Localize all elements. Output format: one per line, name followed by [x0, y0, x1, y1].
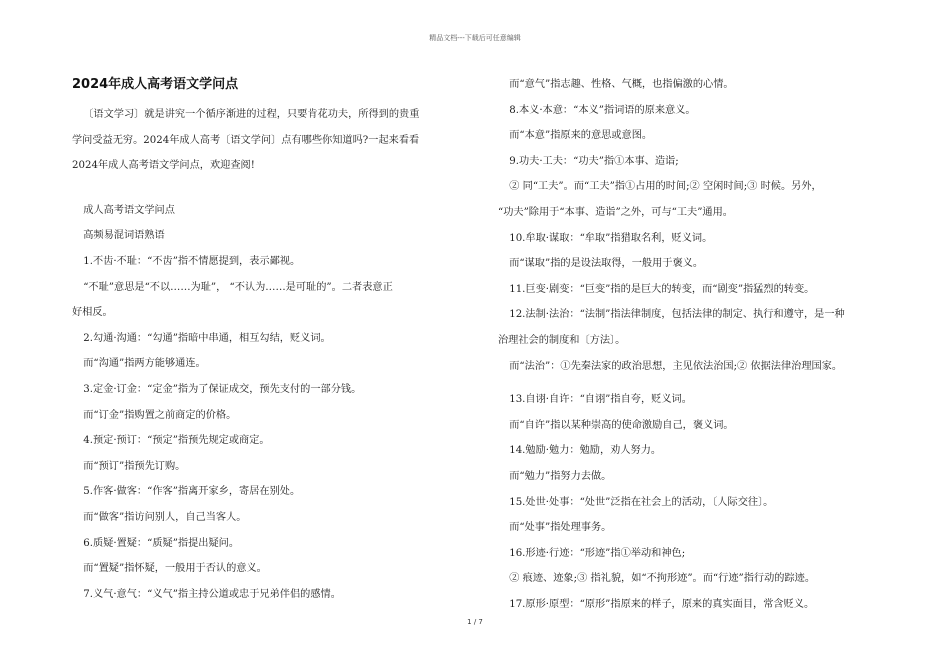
entry-line: 15.处世·处事：“处世”泛指在社会上的活动，〔人际交往〕。	[509, 496, 774, 508]
page-header: 精品文档---下载后可任意编辑	[429, 34, 521, 42]
entry-line: 而“法治”：①先秦法家的政治思想，主见依法治国;② 依据法律治理国家。	[509, 360, 843, 372]
section-heading: 成人高考语文学问点	[83, 204, 175, 216]
entry-line: 4.预定·预订：“预定”指预先规定或商定。	[83, 435, 270, 447]
intro-line: 学问受益无穷。2024年成人高考〔语文学问〕点有哪些你知道吗?一起来看看	[72, 134, 420, 146]
left-column	[72, 70, 454, 607]
spacer	[72, 179, 454, 198]
entry-line: 7.义气·意气：“义气”指主持公道或忠于兄弟伴侣的感情。	[83, 588, 341, 600]
document-title: 2024年成人高考语文学问点	[72, 77, 239, 92]
entry-line: 而“置疑”指怀疑，一般用于否认的意义。	[83, 563, 267, 575]
entry-line: 而“本意”指原来的意思或意图。	[509, 130, 653, 142]
entry-line: 而“订金”指购置之前商定的价格。	[83, 409, 237, 421]
entry-line: 13.自诩·自许：“自诩”指自夸，贬义词。	[509, 394, 692, 406]
entry-line: 治理社会的制度和〔方法〕。	[498, 334, 626, 346]
entry-line: 而“勉力”指努力去做。	[509, 470, 612, 482]
entry-line: 5.作客·做客：“作客”指离开家乡，寄居在别处。	[83, 486, 301, 498]
entry-line: 12.法制·法治：“法制”指法律制度，包括法律的制定、执行和遵守，是一种	[509, 309, 845, 321]
entry-line: 6.质疑·置疑：“质疑”指提出疑问。	[83, 537, 240, 549]
entry-line: 8.本义·本意：“本义”指词语的原来意义。	[509, 104, 696, 116]
subsection-heading: 高频易混词语熟语	[83, 230, 165, 242]
entry-line: 而“预订”指预先订购。	[83, 460, 186, 472]
entry-line: ② 痕迹、迹象;③ 指礼貌，如“不拘形迹”。而“行迹”指行动的踪迹。	[509, 573, 816, 585]
entry-line: 而“沟通”指两方能够通连。	[83, 358, 206, 370]
entry-line: 14.勉励·勉力：勉励，劝人努力。	[509, 445, 662, 457]
entry-line: 10.牟取·谋取：“牟取”指猎取名利，贬义词。	[509, 232, 713, 244]
spacer	[498, 379, 880, 387]
entry-line: 而“处事”指处理事务。	[509, 522, 612, 534]
entry-line: ② 同“工夫”。而“工夫”指①占用的时间;② 空闲时间;③ 时候。另外，	[509, 181, 822, 193]
entry-line: 11.巨变·剧变：“巨变”指的是巨大的转变，而“剧变”指猛烈的转变。	[509, 283, 815, 295]
entry-line: 9.功夫·工夫：“功夫”指①本事、造诣;	[509, 155, 679, 167]
page-number: 1 / 7	[467, 618, 483, 626]
entry-line: 1.不齿·不耻：“不齿”指不情愿提到，表示鄙视。	[83, 255, 301, 267]
entry-line: 而“自许”指以某种崇高的使命激励自己，褒义词。	[509, 419, 734, 431]
entry-line: “不耻”意思是“不以……为耻”， “不认为……是可耻的”。二者表意正	[83, 281, 393, 293]
entry-line: 而“做客”指访问别人，自己当客人。	[83, 511, 247, 523]
entry-line: 17.原形·原型：“原形”指原来的样子，原来的真实面目，常含贬义。	[509, 598, 815, 610]
entry-line: 3.定金·订金：“定金”指为了保证成交，预先支付的一部分钱。	[83, 383, 362, 395]
entry-line: 好相反。	[72, 307, 113, 319]
intro-line: 2024年成人高考语文学问点，欢迎查阅!	[72, 160, 255, 172]
entry-line: 2.勾通·沟通：“勾通”指暗中串通，相互勾结，贬义词。	[83, 332, 331, 344]
entry-line: 而“意气”指志趣、性格、气概，也指偏激的心情。	[509, 79, 734, 90]
entry-line: 16.形迹·行迹：“形迹”指①举动和神色;	[509, 547, 686, 559]
intro-line: 〔语文学习〕就是讲究一个循序渐进的过程，只要肯花功夫，所得到的贵重	[83, 109, 420, 120]
entry-line: 而“谋取”指的是设法取得，一般用于褒义。	[509, 258, 704, 270]
entry-line: “功夫”除用于“本事、造诣”之外，可与“工夫”通用。	[498, 206, 733, 218]
right-column	[498, 72, 880, 617]
